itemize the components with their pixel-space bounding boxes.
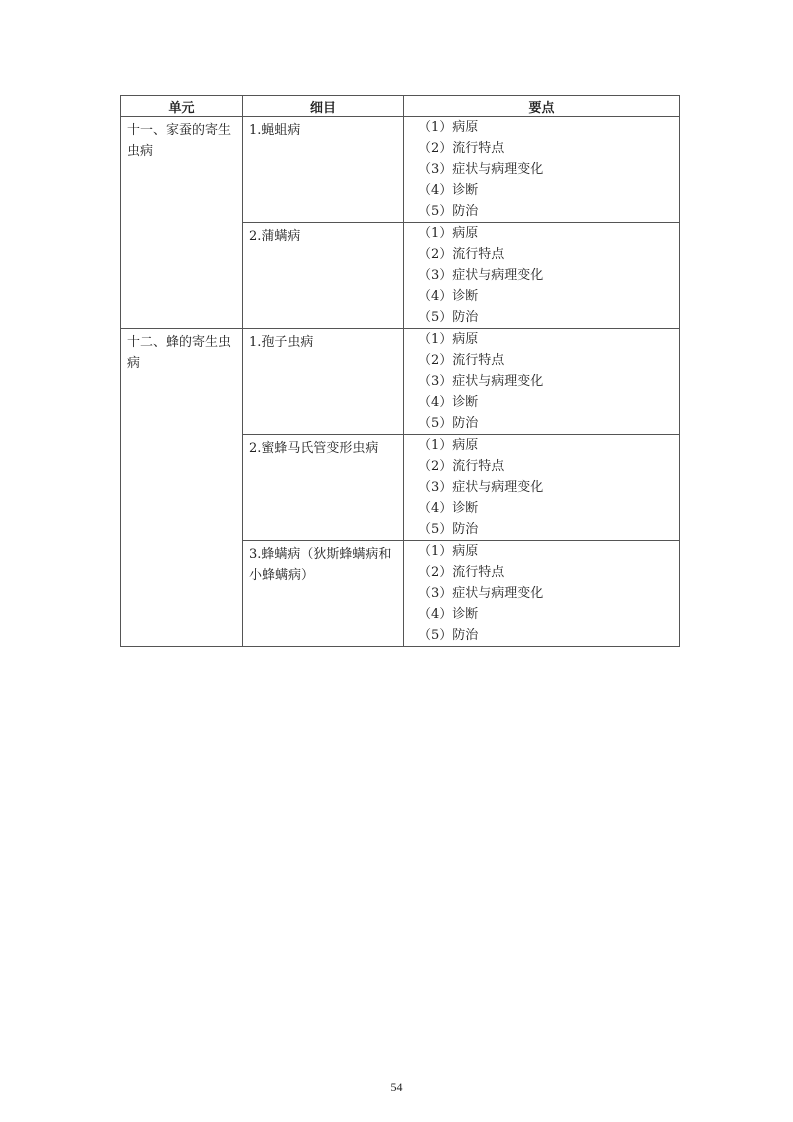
point-line: （2）流行特点 [418,353,505,368]
column-header-points: 要点 [404,96,680,117]
table-header-row [121,96,680,117]
syllabus-table [120,95,680,647]
point-line: （4）诊断 [418,183,479,198]
point-line: （1）病原 [418,226,479,241]
point-line: （5）防治 [418,416,479,431]
column-header-unit: 单元 [121,96,243,117]
page-number: 54 [390,1080,403,1094]
table-row [121,117,680,223]
point-line: （5）防治 [418,204,479,219]
table-row [121,329,680,435]
item-cell: 1.孢子虫病 [243,329,404,435]
points-cell [404,435,680,541]
point-line: （4）诊断 [418,395,479,410]
point-line: （5）防治 [418,628,479,643]
point-line: （3）症状与病理变化 [418,374,544,389]
point-line: （1）病原 [418,438,479,453]
point-line: （3）症状与病理变化 [418,268,544,283]
unit-cell: 十一、家蚕的寄生虫病 [121,117,243,329]
item-cell: 1.蝇蛆病 [243,117,404,223]
point-line: （5）防治 [418,522,479,537]
point-line: （2）流行特点 [418,459,505,474]
point-line: （1）病原 [418,332,479,347]
point-line: （4）诊断 [418,607,479,622]
unit-cell: 十二、蜂的寄生虫病 [121,329,243,647]
points-cell [404,329,680,435]
point-line: （5）防治 [418,310,479,325]
points-cell [404,541,680,647]
point-line: （2）流行特点 [418,247,505,262]
point-line: （2）流行特点 [418,141,505,156]
point-line: （3）症状与病理变化 [418,586,544,601]
point-line: （4）诊断 [418,289,479,304]
point-line: （1）病原 [418,120,479,135]
points-cell [404,223,680,329]
point-line: （4）诊断 [418,501,479,516]
item-cell: 3.蜂螨病（狄斯蜂螨病和小蜂螨病） [243,541,404,647]
item-cell: 2.蜜蜂马氏管变形虫病 [243,435,404,541]
point-line: （3）症状与病理变化 [418,480,544,495]
points-cell [404,117,680,223]
point-line: （2）流行特点 [418,565,505,580]
point-line: （1）病原 [418,544,479,559]
item-cell: 2.蒲螨病 [243,223,404,329]
point-line: （3）症状与病理变化 [418,162,544,177]
column-header-item: 细目 [243,96,404,117]
